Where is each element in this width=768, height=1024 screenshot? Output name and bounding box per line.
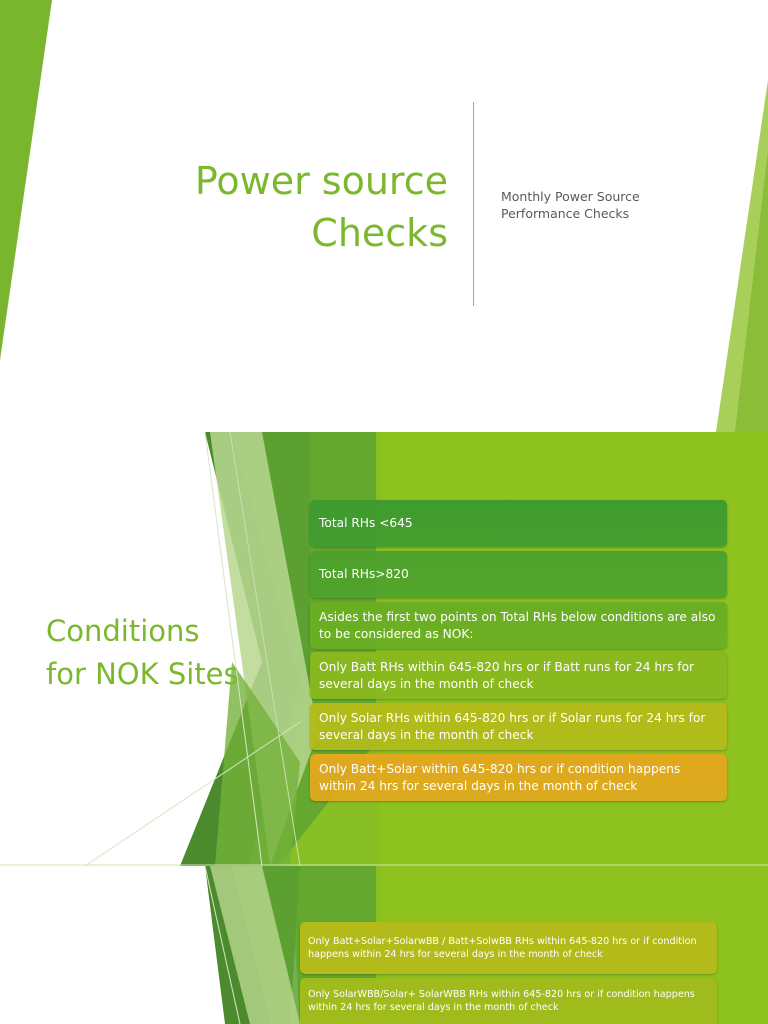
condition-box-2	[310, 551, 727, 598]
title-line-2: Checks	[311, 211, 448, 255]
condition-text-1: Total RHs <645	[319, 516, 413, 530]
presentation-title	[68, 155, 448, 259]
condition-text-7: Only Batt+Solar+SolarwBB / Batt+SolwBB RHs within 645-820 hrs or if condition happens within 24 hrs for several days in the month of check	[308, 936, 697, 960]
condition-text-3: Asides the first two points on Total RHs below conditions are also to be considered as NOK:	[319, 609, 716, 641]
condition-box-4	[310, 652, 727, 699]
subtitle-line-2: Performance Checks	[501, 206, 630, 221]
condition-box-6	[310, 754, 727, 801]
conditions-continued-slide	[0, 866, 768, 1024]
presentation-subtitle	[501, 188, 701, 222]
left-green-stripe	[0, 0, 52, 360]
condition-box-1	[310, 500, 727, 547]
conditions-title-line-2: for NOK Sites	[46, 657, 239, 691]
condition-text-5: Only Solar RHs within 645-820 hrs or if Solar runs for 24 hrs for several days in the month of check	[319, 710, 706, 742]
condition-box-8	[300, 978, 717, 1024]
conditions-title-line-1: Conditions	[46, 614, 200, 648]
conditions-slide	[0, 432, 768, 866]
title-divider	[473, 102, 474, 306]
title-line-1: Power source	[194, 159, 448, 203]
condition-box-3	[310, 602, 727, 649]
condition-text-4: Only Batt RHs within 645-820 hrs or if Batt runs for 24 hrs for several days in the month of check	[319, 659, 695, 691]
subtitle-line-1: Monthly Power Source	[501, 189, 640, 204]
conditions-title	[46, 610, 239, 696]
condition-text-8: Only SolarWBB/Solar+ SolarWBB RHs within 645-820 hrs or if condition happens within 24 hrs for several days in the month of check	[308, 989, 695, 1013]
condition-box-5	[310, 703, 727, 750]
condition-text-2: Total RHs>820	[319, 567, 409, 581]
title-slide	[0, 0, 768, 432]
condition-box-7	[300, 922, 717, 974]
condition-text-6: Only Batt+Solar within 645-820 hrs or if condition happens within 24 hrs for several days in the month of check	[319, 761, 681, 793]
